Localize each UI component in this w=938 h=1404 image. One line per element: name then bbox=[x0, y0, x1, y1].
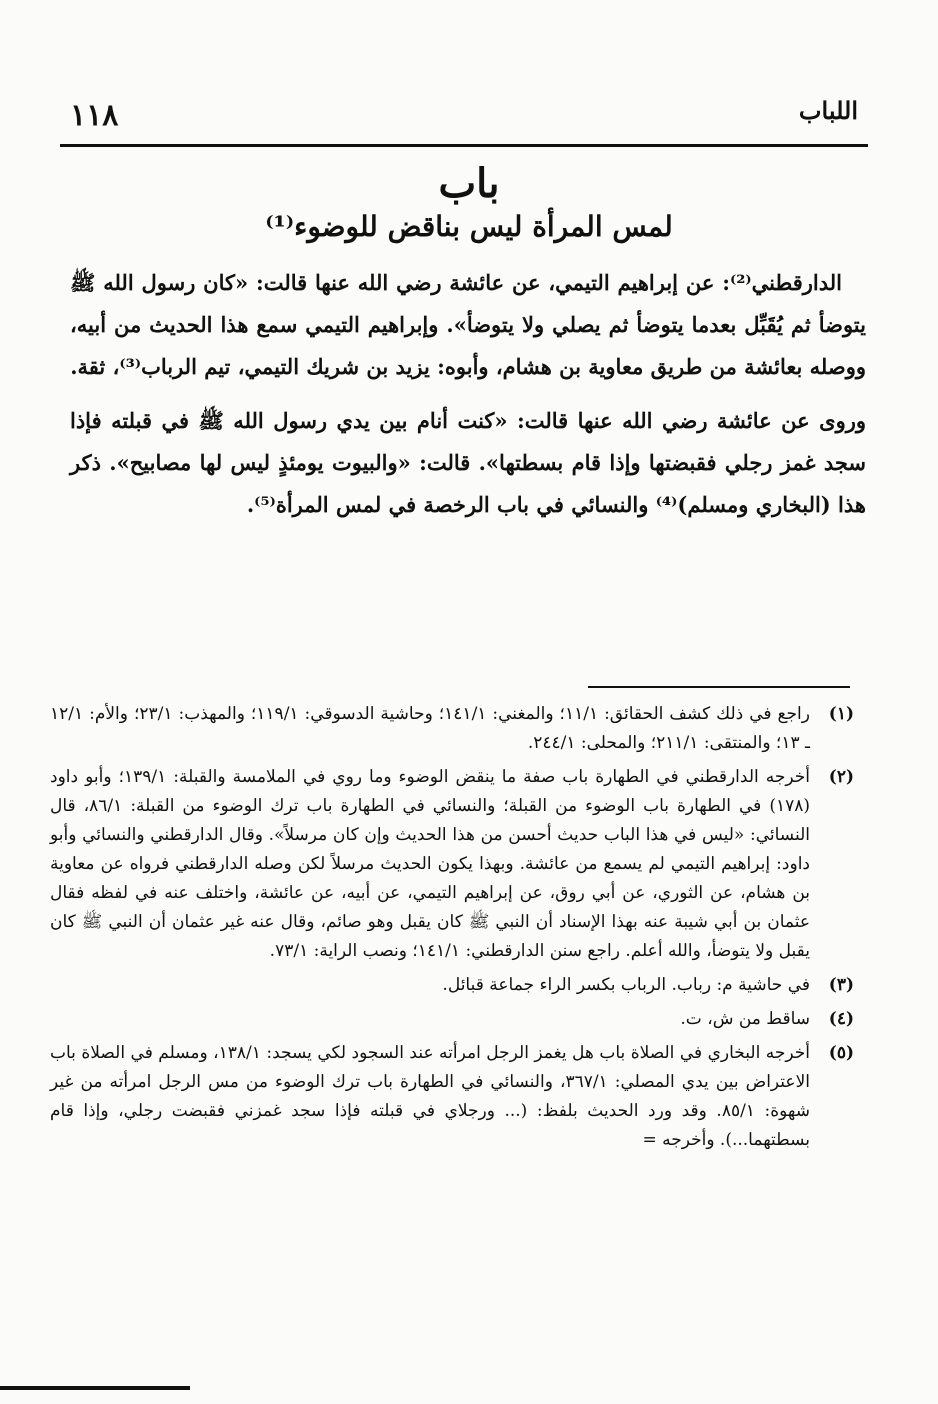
footnote bbox=[50, 1005, 858, 1034]
chapter-heading: باب bbox=[438, 160, 500, 207]
footnote-text: ساقط من ش، ت. bbox=[680, 1009, 810, 1029]
main-text bbox=[70, 262, 866, 538]
paragraph: الدارقطني⁽²⁾: عن إبراهيم التيمي، عن عائشة رضي الله عنها قالت: «كان رسول الله ﷺ يتوضأ ثم يُقَبِّل بعدما يتوضأ ثم يصلي ولا يتوضأ». وإبراهيم التيمي سمع هذا الحديث من أبيه، ووصله بعائشة من طريق معاوية بن هشام، وأبوه: يزيد بن شريك التيمي، تيم الرباب⁽³⁾، ثقة. bbox=[70, 270, 866, 379]
footnote bbox=[50, 700, 858, 758]
footnote-text: راجع في ذلك كشف الحقائق: ١١/١؛ والمغني: ١٤١/١؛ وحاشية الدسوقي: ١١٩/١؛ والمهذب: ٢٣/١؛ والأم: ١٢/١ ـ ١٣؛ والمنتقى: ٢١١/١؛ والمحلى: ٢٤٤/١. bbox=[50, 704, 810, 753]
footnote-number: (٤) bbox=[828, 1009, 854, 1029]
chapter-title: لمس المرأة ليس بناقض للوضوء⁽¹⁾ bbox=[265, 210, 673, 243]
paragraph: وروى عن عائشة رضي الله عنها قالت: «كنت أنام بين يدي رسول الله ﷺ في قبلته فإذا سجد غمز رجلي فقبضتها وإذا قام بسطتها». قالت: «والبيوت يومئذٍ ليس لها مصابيح». ذكر هذا (البخاري ومسلم)⁽⁴⁾ والنسائي في باب الرخصة في لمس المرأة⁽⁵⁾. bbox=[70, 408, 866, 517]
footnote-separator bbox=[588, 686, 850, 688]
footnote-number: (٢) bbox=[828, 767, 854, 787]
footnote bbox=[50, 1039, 858, 1155]
footnote-text: أخرجه البخاري في الصلاة باب هل يغمز الرجل امرأته عند السجود لكي يسجد: ١٣٨/١، ومسلم في الصلاة باب الاعتراض بين يدي المصلي: ٣٦٧/١، والنسائي في الطهارة باب ترك الوضوء من مس الرجل امرأته من غير شهوة: ٨٥/١. وقد ورد الحديث بلفظ: (... ورجلاي في قبلته فإذا سجد غمزني فقبضت رجلي، وإذا قام بسطتهما...). وأخرجه = bbox=[50, 1043, 810, 1150]
footnotes bbox=[50, 700, 858, 1160]
footnote-number: (٣) bbox=[828, 975, 854, 995]
page-header bbox=[60, 96, 868, 147]
footnote bbox=[50, 763, 858, 966]
footnote-text: أخرجه الدارقطني في الطهارة باب صفة ما ينقض الوضوء وما روي في الملامسة والقبلة: ١٣٩/١؛ وأبو داود (١٧٨) في الطهارة باب الوضوء من القبلة؛ والنسائي في الطهارة باب ترك الوضوء من القبلة: ٨٦/١، قال النسائي: «ليس في هذا الباب حديث أحسن من هذا الحديث وإن كان مرسلاً». وقال الدارقطني والنسائي وأبو داود: إبراهيم التيمي لم يسمع من عائشة. وبهذا يكون الحديث مرسلاً لكن وصله الدارقطني فرواه عن معاوية بن هشام، عن الثوري، عن أبي روق، عن إبراهيم التيمي، عن أبيه، عن عائشة، واختلف عنه في لفظه فقال عثمان بن أبي شيبة عنه بهذا الإسناد أن النبي ﷺ كان يقبل وهو صائم، وقال عنه غير عثمان أن النبي ﷺ كان يقبل ولا يتوضأ، والله أعلم. راجع سنن الدارقطني: ١٤١/١؛ ونصب الراية: ٧٣/١. bbox=[50, 767, 810, 961]
footnote-number: (٥) bbox=[828, 1043, 854, 1063]
footnote bbox=[50, 971, 858, 1000]
footnote-number: (١) bbox=[828, 704, 854, 724]
bottom-rule bbox=[0, 1386, 190, 1390]
page-number: ١١٨ bbox=[70, 98, 119, 133]
footnote-text: في حاشية م: رباب. الرباب بكسر الراء جماعة قبائل. bbox=[442, 975, 810, 995]
running-title: اللباب bbox=[798, 96, 858, 125]
